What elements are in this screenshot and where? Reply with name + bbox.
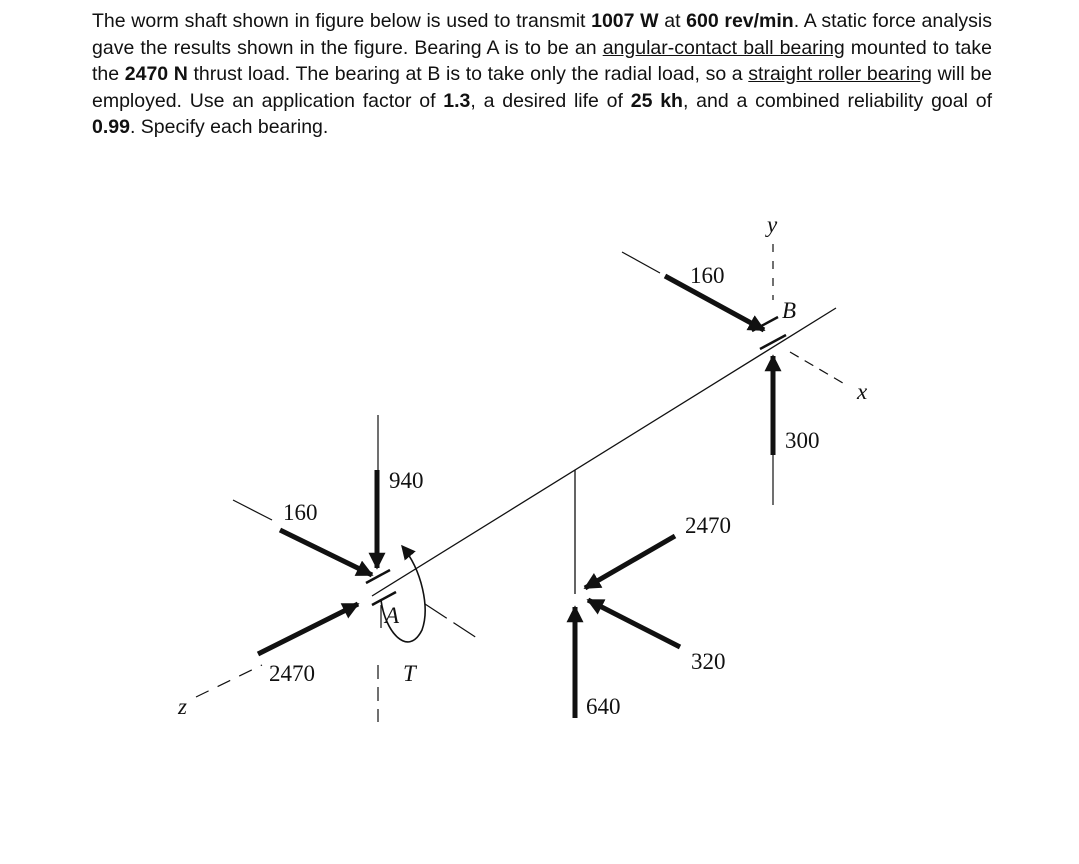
shaft-line bbox=[372, 308, 836, 596]
label-worm-axial: 2470 bbox=[685, 513, 731, 538]
speed-value: 600 rev/min bbox=[686, 10, 794, 32]
problem-text-6: will be employed. Use an application factor of bbox=[92, 63, 992, 112]
worm-axial-force-arrow bbox=[585, 536, 675, 588]
label-a-thrust: 2470 bbox=[269, 661, 315, 686]
worm-tangential-force-arrow bbox=[588, 600, 680, 647]
label-a-radial-z: 160 bbox=[283, 500, 318, 525]
label-worm-radial: 640 bbox=[586, 694, 621, 719]
z-extension-a bbox=[233, 500, 272, 520]
problem-text-8: , and a combined reliability goal of bbox=[682, 89, 992, 112]
force-a-radial-z-arrow bbox=[280, 530, 372, 575]
bearing-a-type: angular-contact ball bearing bbox=[602, 36, 845, 59]
axis-label-x: x bbox=[857, 379, 868, 404]
problem-text-4: mounted to take the bbox=[92, 36, 992, 85]
label-bearing-b: B bbox=[782, 298, 797, 323]
problem-text-2: at bbox=[658, 10, 687, 32]
axis-label-z: z bbox=[178, 694, 187, 719]
z-extension-b bbox=[622, 252, 660, 273]
application-factor-value: 1.3 bbox=[443, 89, 471, 112]
problem-text-1: The worm shaft shown in figure below is used to transmit bbox=[92, 10, 592, 32]
power-value: 1007 W bbox=[591, 10, 659, 32]
bearing-b-type: straight roller bearing bbox=[748, 63, 932, 85]
problem-text-3: . A static force analysis gave the results shown in the figure. Bearing A is to be an bbox=[92, 10, 992, 59]
x-axis-line bbox=[790, 352, 848, 386]
label-bearing-a: A bbox=[385, 603, 400, 628]
label-worm-tangential: 320 bbox=[691, 649, 726, 674]
label-b-radial-z: 160 bbox=[690, 263, 725, 288]
problem-text-9: . Specify each bearing. bbox=[129, 116, 329, 138]
problem-text-7: , a desired life of bbox=[470, 89, 631, 112]
life-value: 25 kh bbox=[630, 89, 683, 112]
axis-label-y: y bbox=[767, 212, 778, 237]
a-dashed-line bbox=[425, 604, 480, 640]
label-torque: T bbox=[403, 661, 416, 686]
thrust-value: 2470 N bbox=[124, 63, 188, 85]
label-b-radial-y: 300 bbox=[785, 428, 820, 453]
problem-text-5: thrust load. The bearing at B is to take only the radial load, so a bbox=[187, 63, 749, 85]
z-axis-line bbox=[196, 665, 262, 697]
force-a-thrust-arrow bbox=[258, 604, 358, 654]
reliability-value: 0.99 bbox=[92, 116, 130, 138]
label-a-radial-y: 940 bbox=[389, 468, 424, 493]
